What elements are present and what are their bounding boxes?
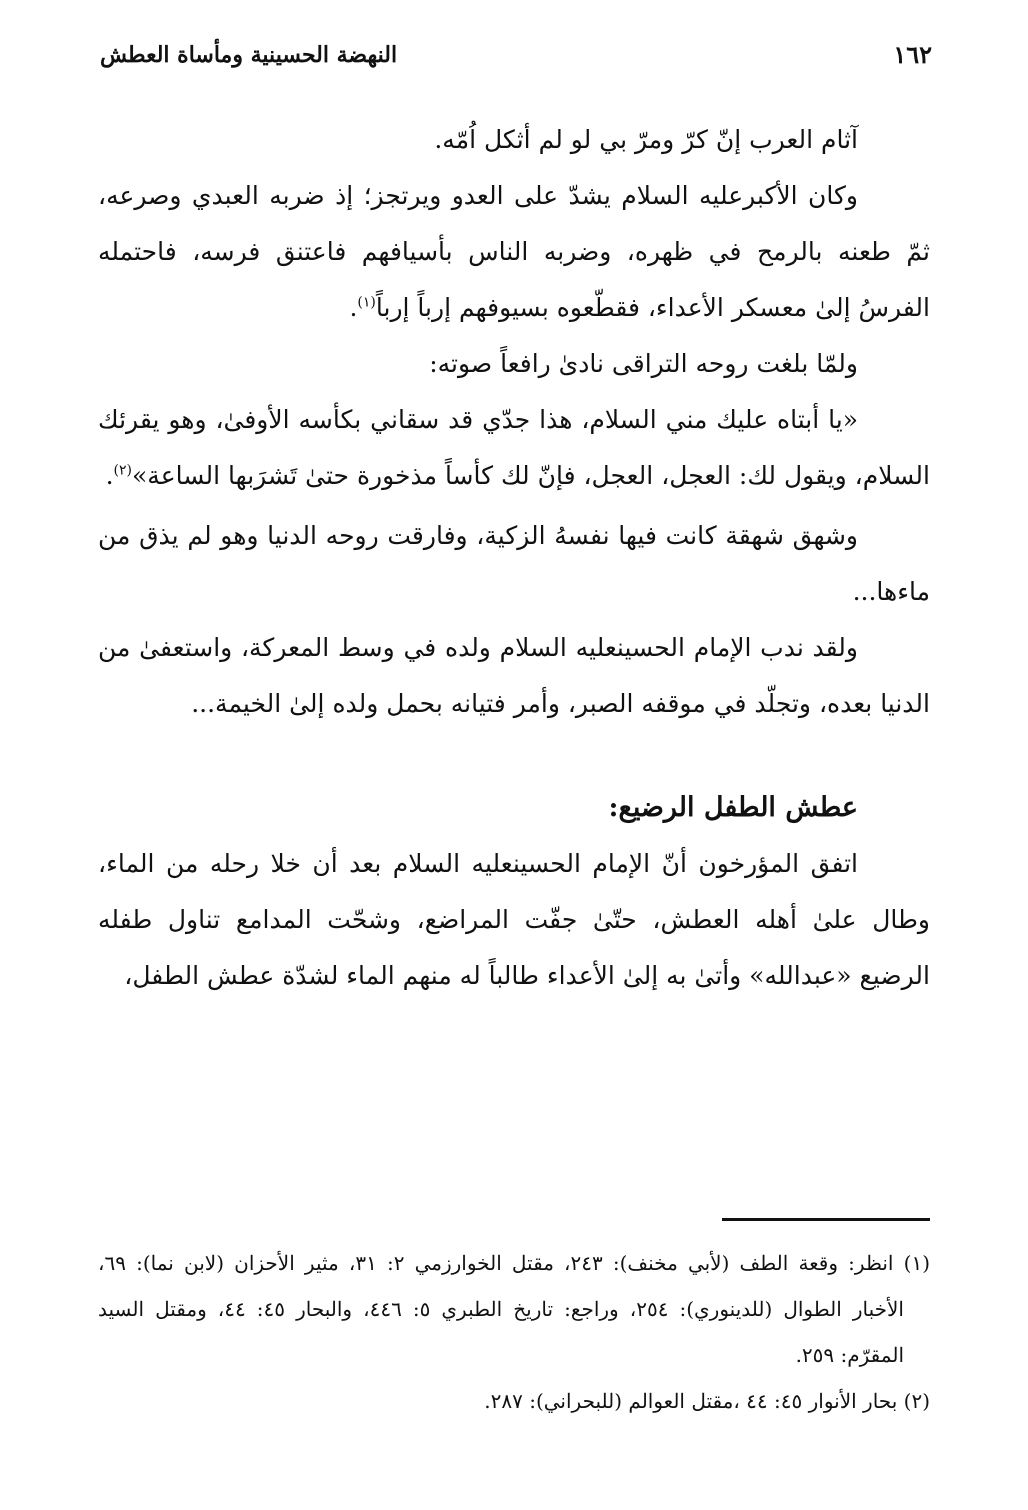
paragraph-2 <box>98 168 930 336</box>
footnote-ref-1: (١) <box>357 294 376 311</box>
paragraph-3: ولمّا بلغت روحه التراقى نادىٰ رافعاً صوته: <box>429 349 858 378</box>
main-text <box>98 112 930 1004</box>
paragraph-6: ولقد ندب الإمام الحسينعليه السلام ولده في وسط المعركة، واستعفىٰ من الدنيا بعده، وتجلّد في موقفه الصبر، وأمر فتيانه بحمل ولده إلىٰ الخيمة... <box>98 633 930 718</box>
footnote-ref-2: (٢) <box>113 462 133 479</box>
section-heading: عطش الطفل الرضيع: <box>608 792 858 823</box>
paragraph-1: آثام العرب إنّ كرّ ومرّ بي لو لم أثكل اُمّه. <box>434 125 858 154</box>
footnotes <box>98 1240 930 1424</box>
page-header <box>100 40 932 80</box>
paragraph-4 <box>98 392 930 504</box>
footnote-divider <box>722 1218 930 1221</box>
paragraph-2-end: . <box>349 293 358 322</box>
paragraph-7: اتفق المؤرخون أنّ الإمام الحسينعليه السلام بعد أن خلا رحله من الماء، وطال علىٰ أهله العطش، حتّىٰ جفّت المراضع، وشحّت المدامع تناول طفله الرضيع «عبدالله» وأتىٰ به إلىٰ الأعداء طالباً له منهم الماء لشدّة عطش الطفل، <box>98 849 930 990</box>
paragraph-2-text: وكان الأكبرعليه السلام يشدّ على العدو ويرتجز؛ إذ ضربه العبدي وصرعه، ثمّ طعنه بالرمح في ظهره، وضربه الناس بأسيافهم فاعتنق فرسه، فاحتمله الفرسُ إلىٰ معسكر الأعداء، فقطّعوه بسيوفهم إرباً إرباً <box>98 181 930 322</box>
paragraph-5: وشهق شهقة كانت فيها نفسهُ الزكية، وفارقت روحه الدنيا وهو لم يذق من ماءها... <box>98 521 930 606</box>
paragraph-4-end: . <box>105 461 114 490</box>
footnote-1: (١) انظر: وقعة الطف (لأبي مخنف): ٢٤٣، مقتل الخوارزمي ٢: ٣١، مثير الأحزان (لابن نما): ٦٩، الأخبار الطوال (للدينوري): ٢٥٤، وراجع: تاريخ الطبري ٥: ٤٤٦، والبحار ٤٥: ٤٤، ومقتل السيد المقرّم: ٢٥٩. <box>98 1251 930 1367</box>
paragraph-4-text: «يا أبتاه عليك مني السلام، هذا جدّي قد سقاني بكأسه الأوفىٰ، وهو يقرئك السلام، ويقول لك: العجل، العجل، فإنّ لك كأساً مذخورة حتىٰ تَشرَبها الساعة» <box>98 405 930 490</box>
footnote-2: (٢) بحار الأنوار ٤٥: ٤٤ ،مقتل العوالم (للبحراني): ٢٨٧. <box>484 1389 930 1413</box>
page-number: ١٦٢ <box>893 40 932 69</box>
running-title: النهضة الحسينية ومأساة العطش <box>100 42 398 68</box>
